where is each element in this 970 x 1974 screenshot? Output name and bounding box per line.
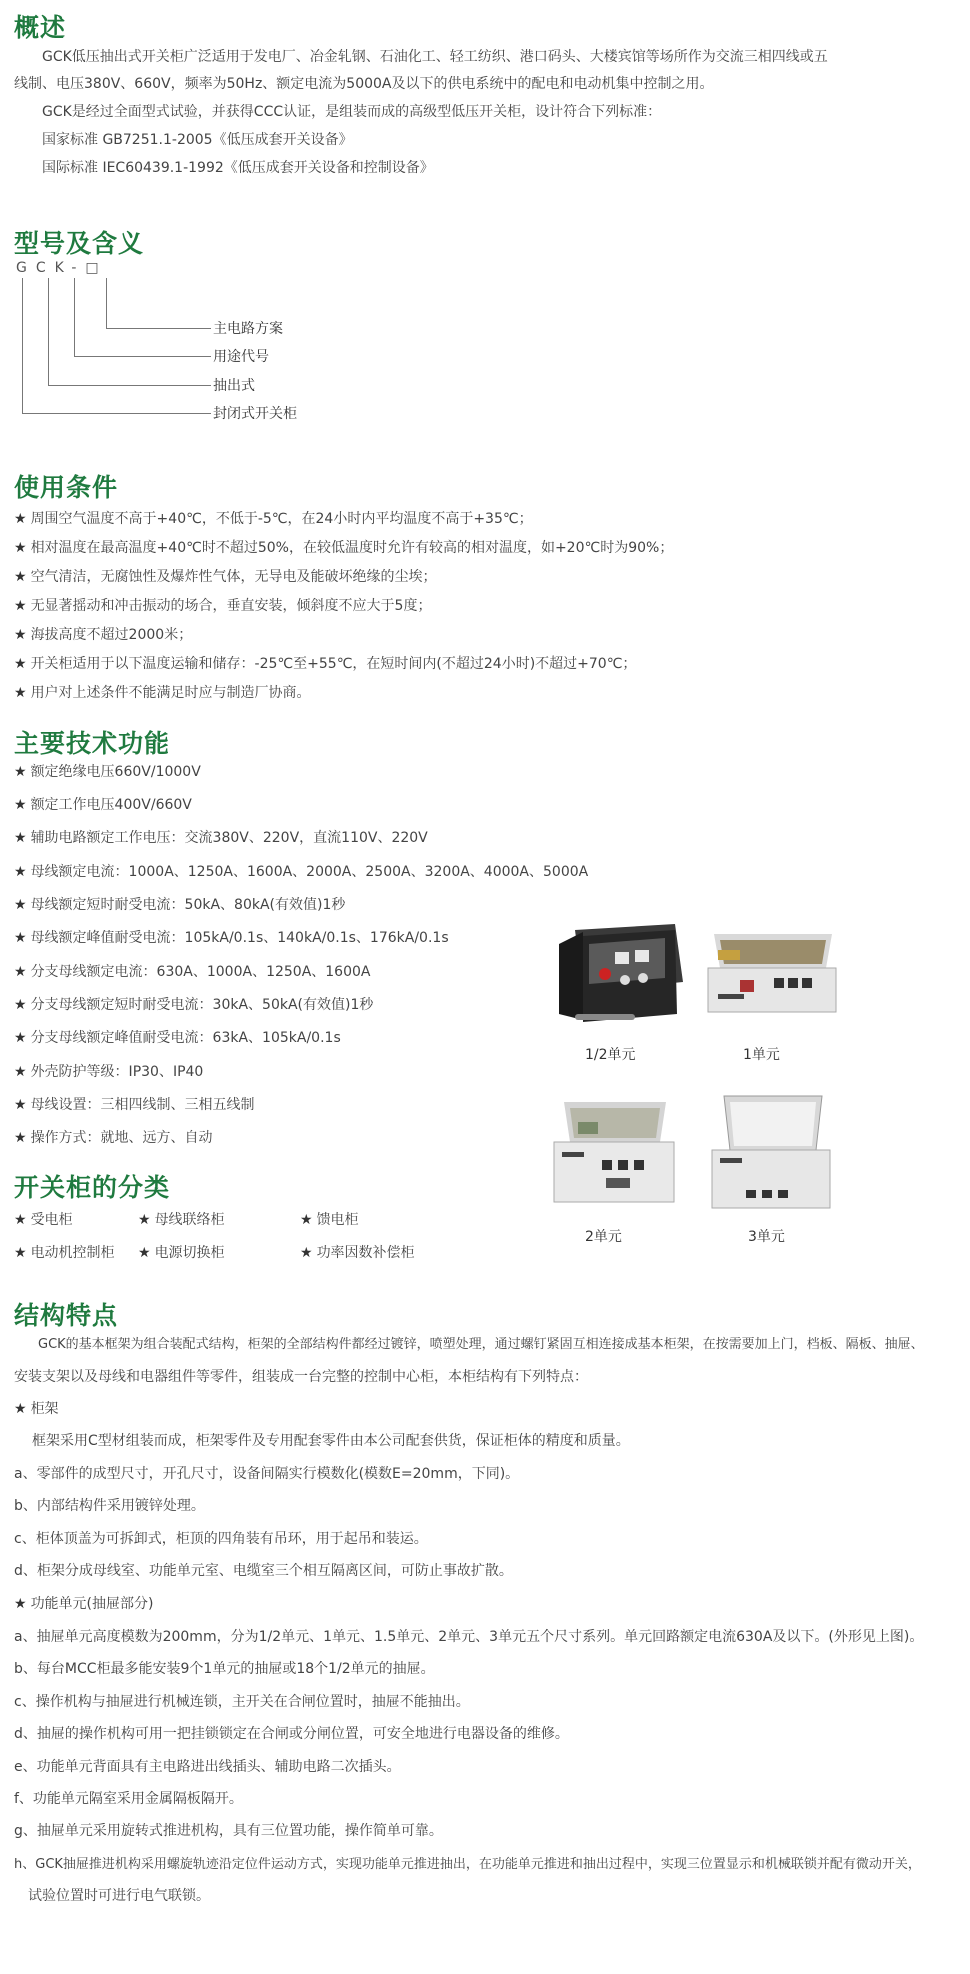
function-unit-item: 试验位置时可进行电气联锁。 — [28, 1888, 210, 1904]
model-code: GCK-□ — [16, 260, 108, 276]
condition-item: ★ 海拔高度不超过2000米； — [14, 627, 193, 643]
tech-item: ★ 分支母线额定电流：630A、1000A、1250A、1600A — [14, 964, 371, 980]
tech-item: ★ 分支母线额定峰值耐受电流：63kA、105kA/0.1s — [14, 1030, 341, 1046]
drawer-half-unit-image — [555, 922, 685, 1036]
tech-item: ★ 外壳防护等级：IP30、IP40 — [14, 1064, 204, 1080]
tree-connector-4 — [22, 278, 211, 414]
drawer-three-unit-image — [706, 1092, 834, 1218]
tech-item: ★ 母线额定峰值耐受电流：105kA/0.1s、140kA/0.1s、176kA/0.1s — [14, 930, 449, 946]
tech-item: ★ 操作方式：就地、远方、自动 — [14, 1130, 213, 1146]
tech-item: ★ 母线额定电流：1000A、1250A、1600A、2000A、2500A、3200A、4000A、5000A — [14, 864, 589, 880]
function-unit-item: g、抽屉单元采用旋转式推进机构，具有三位置功能，操作简单可靠。 — [14, 1823, 443, 1839]
condition-item: ★ 周围空气温度不高于+40℃，不低于-5℃，在24小时内平均温度不高于+35℃； — [14, 511, 533, 527]
type-item: ★ 馈电柜 — [300, 1212, 359, 1228]
frame-item: d、柜架分成母线室、功能单元室、电缆室三个相互隔离区间，可防止事故扩散。 — [14, 1563, 513, 1579]
type-item: ★ 受电柜 — [14, 1212, 73, 1228]
section-title-types: 开关柜的分类 — [14, 1173, 171, 1202]
section-title-overview: 概述 — [14, 13, 67, 42]
drawer-one-unit-image — [700, 928, 840, 1022]
caption-two-unit: 2单元 — [585, 1229, 622, 1245]
frame-description: 框架采用C型材组装而成，柜架零件及专用配套零件由本公司配套供货，保证柜体的精度和质量。 — [32, 1433, 630, 1449]
condition-item: ★ 无显著摇动和冲击振动的场合，垂直安装，倾斜度不应大于5度； — [14, 598, 432, 614]
tech-item: ★ 额定绝缘电压660V/1000V — [14, 764, 201, 780]
condition-item: ★ 相对温度在最高温度+40℃时不超过50%，在较低温度时允许有较高的相对温度，如+20℃时为90%； — [14, 540, 674, 556]
function-unit-item: b、每台MCC柜最多能安装9个1单元的抽屉或18个1/2单元的抽屉。 — [14, 1661, 435, 1677]
frame-heading: ★ 柜架 — [14, 1401, 59, 1417]
function-unit-item: a、抽屉单元高度模数为200mm，分为1/2单元、1单元、1.5单元、2单元、3单元五个尺寸系列。单元回路额定电流630A及以下。(外形见上图)。 — [14, 1629, 924, 1645]
model-label-usage-code: 用途代号 — [213, 349, 269, 365]
frame-item: a、零部件的成型尺寸，开孔尺寸，设备间隔实行模数化(模数E=20mm，下同)。 — [14, 1466, 520, 1482]
caption-one-unit: 1单元 — [743, 1047, 780, 1063]
type-item: ★ 母线联络柜 — [138, 1212, 225, 1228]
tech-item: ★ 母线设置：三相四线制、三相五线制 — [14, 1097, 255, 1113]
tech-item: ★ 辅助电路额定工作电压：交流380V、220V，直流110V、220V — [14, 830, 428, 846]
structure-intro-line-2: 安装支架以及母线和电器组件等零件，组装成一台完整的控制中心柜，本柜结构有下列特点： — [14, 1369, 588, 1385]
section-title-tech: 主要技术功能 — [14, 729, 171, 758]
condition-item: ★ 用户对上述条件不能满足时应与制造厂协商。 — [14, 685, 311, 701]
function-unit-item: f、功能单元隔室采用金属隔板隔开。 — [14, 1791, 243, 1807]
drawer-two-unit-image — [548, 1098, 680, 1212]
standard-international: 国际标准 IEC60439.1-1992《低压成套开关设备和控制设备》 — [42, 160, 434, 176]
type-item: ★ 功率因数补偿柜 — [300, 1245, 415, 1261]
type-item: ★ 电动机控制柜 — [14, 1245, 115, 1261]
structure-intro-line-1: GCK的基本框架为组合装配式结构，柜架的全部结构件都经过镀锌，喷塑处理，通过螺钉紧固互相连接成基本柜架，在按需要加上门，档板、隔板、抽屉、 — [38, 1337, 924, 1352]
caption-three-unit: 3单元 — [748, 1229, 785, 1245]
type-item: ★ 电源切换柜 — [138, 1245, 225, 1261]
tech-item: ★ 额定工作电压400V/660V — [14, 797, 192, 813]
model-label-enclosed: 封闭式开关柜 — [213, 406, 297, 422]
function-unit-heading: ★ 功能单元(抽屉部分) — [14, 1596, 154, 1612]
section-title-model: 型号及含义 — [14, 229, 145, 258]
tech-item: ★ 分支母线额定短时耐受电流：30kA、50kA(有效值)1秒 — [14, 997, 374, 1013]
function-unit-item: d、抽屉的操作机构可用一把挂锁锁定在合闸或分闸位置，可安全地进行电器设备的维修。 — [14, 1726, 569, 1742]
frame-item: b、内部结构件采用镀锌处理。 — [14, 1498, 205, 1514]
function-unit-item: e、功能单元背面具有主电路进出线插头、辅助电路二次插头。 — [14, 1759, 401, 1775]
frame-item: c、柜体顶盖为可拆卸式，柜顶的四角装有吊环，用于起吊和装运。 — [14, 1531, 428, 1547]
section-title-structure: 结构特点 — [14, 1301, 119, 1330]
section-title-conditions: 使用条件 — [14, 473, 119, 502]
tech-item: ★ 母线额定短时耐受电流：50kA、80kA(有效值)1秒 — [14, 897, 346, 913]
standard-national: 国家标准 GB7251.1-2005《低压成套开关设备》 — [42, 132, 353, 148]
overview-paragraph-line-2: 线制、电压380V、660V，频率为50Hz、额定电流为5000A及以下的供电系统中的配电和电动机集中控制之用。 — [14, 76, 714, 92]
model-label-withdrawable: 抽出式 — [213, 378, 255, 394]
overview-paragraph-2: GCK是经过全面型式试验，并获得CCC认证，是组装而成的高级型低压开关柜，设计符合下列标准： — [42, 104, 662, 120]
condition-item: ★ 开关柜适用于以下温度运输和储存：-25℃至+55℃，在短时间内(不超过24小时)不超过+70℃； — [14, 656, 637, 672]
condition-item: ★ 空气清洁，无腐蚀性及爆炸性气体，无导电及能破坏绝缘的尘埃； — [14, 569, 437, 585]
overview-paragraph-line-1: GCK低压抽出式开关柜广泛适用于发电厂、冶金轧钢、石油化工、轻工纺织、港口码头、大楼宾馆等场所作为交流三相四线或五 — [42, 49, 828, 65]
function-unit-item: h、GCK抽屉推进机构采用螺旋轨迹沿定位件运动方式，实现功能单元推进抽出，在功能单元推进和抽出过程中，实现三位置显示和机械联锁并配有微动开关， — [14, 1857, 921, 1872]
caption-half-unit: 1/2单元 — [585, 1047, 636, 1063]
function-unit-item: c、操作机构与抽屉进行机械连锁，主开关在合闸位置时，抽屉不能抽出。 — [14, 1694, 470, 1710]
model-label-main-circuit: 主电路方案 — [213, 321, 283, 337]
